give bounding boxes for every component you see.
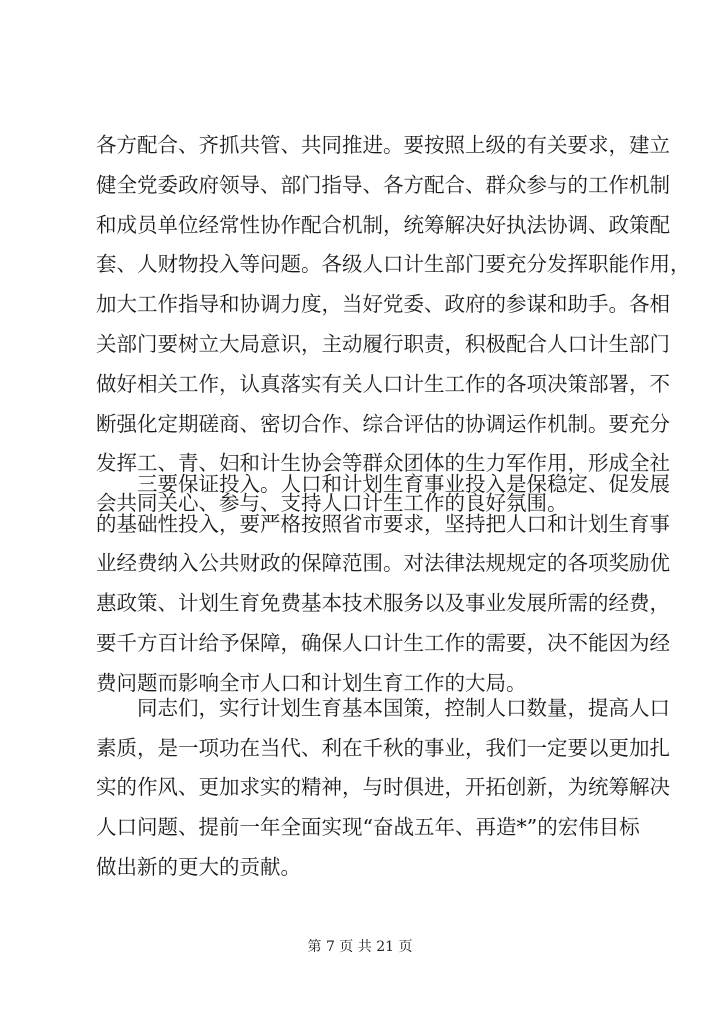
paragraph-first-line: 三要保证投入。人口和计划生育事业投入是保稳定、促发展 bbox=[137, 472, 670, 496]
text-line: 各方配合、齐抓共管、共同推进。要按照上级的有关要求，建立 bbox=[96, 133, 670, 157]
page-number-footer: 第 7 页 共 21 页 bbox=[307, 939, 413, 955]
text-line: 加大工作指导和协调力度，当好党委、政府的参谋和助手。各相 bbox=[96, 292, 670, 316]
text-line: 会共同关心、参与、支持人口计生工作的良好氛围。 bbox=[96, 491, 568, 515]
text-line: 断强化定期磋商、密切合作、综合评估的协调运作机制。要充分 bbox=[96, 412, 670, 436]
text-line: 要千方百计给予保障，确保人口计生工作的需要，决不能因为经 bbox=[96, 631, 670, 655]
text-line: 发挥工、青、妇和计生协会等群众团体的生力军作用，形成全社 bbox=[96, 451, 670, 475]
text-line: 素质，是一项功在当代、利在千秋的事业，我们一定要以更加扎 bbox=[96, 736, 670, 760]
text-line: 和成员单位经常性协作配合机制，统筹解决好执法协调、政策配 bbox=[96, 213, 670, 237]
text-line: 做好相关工作，认真落实有关人口计生工作的各项决策部署，不 bbox=[96, 372, 670, 396]
text-line: 惠政策、计划生育免费基本技术服务以及事业发展所需的经费， bbox=[96, 591, 670, 615]
text-line: 人口问题、提前一年全面实现“奋战五年、再造*”的宏伟目标 bbox=[96, 815, 640, 839]
text-line: 的基础性投入，要严格按照省市要求，坚持把人口和计划生育事 bbox=[96, 512, 670, 536]
text-line: 套、人财物投入等问题。各级人口计生部门要充分发挥职能作用， bbox=[96, 252, 691, 276]
text-line: 健全党委政府领导、部门指导、各方配合、群众参与的工作机制 bbox=[96, 173, 670, 197]
text-line: 业经费纳入公共财政的保障范围。对法律法规规定的各项奖励优 bbox=[96, 551, 670, 575]
text-line: 实的作风、更加求实的精神，与时俱进，开拓创新，为统筹解决 bbox=[96, 775, 670, 799]
text-line: 做出新的更大的贡献。 bbox=[96, 855, 301, 879]
text-line: 费问题而影响全市人口和计划生育工作的大局。 bbox=[96, 671, 527, 695]
paragraph-first-line: 同志们，实行计划生育基本国策，控制人口数量，提高人口 bbox=[137, 696, 670, 720]
text-line: 关部门要树立大局意识，主动履行职责，积极配合人口计生部门 bbox=[96, 332, 670, 356]
